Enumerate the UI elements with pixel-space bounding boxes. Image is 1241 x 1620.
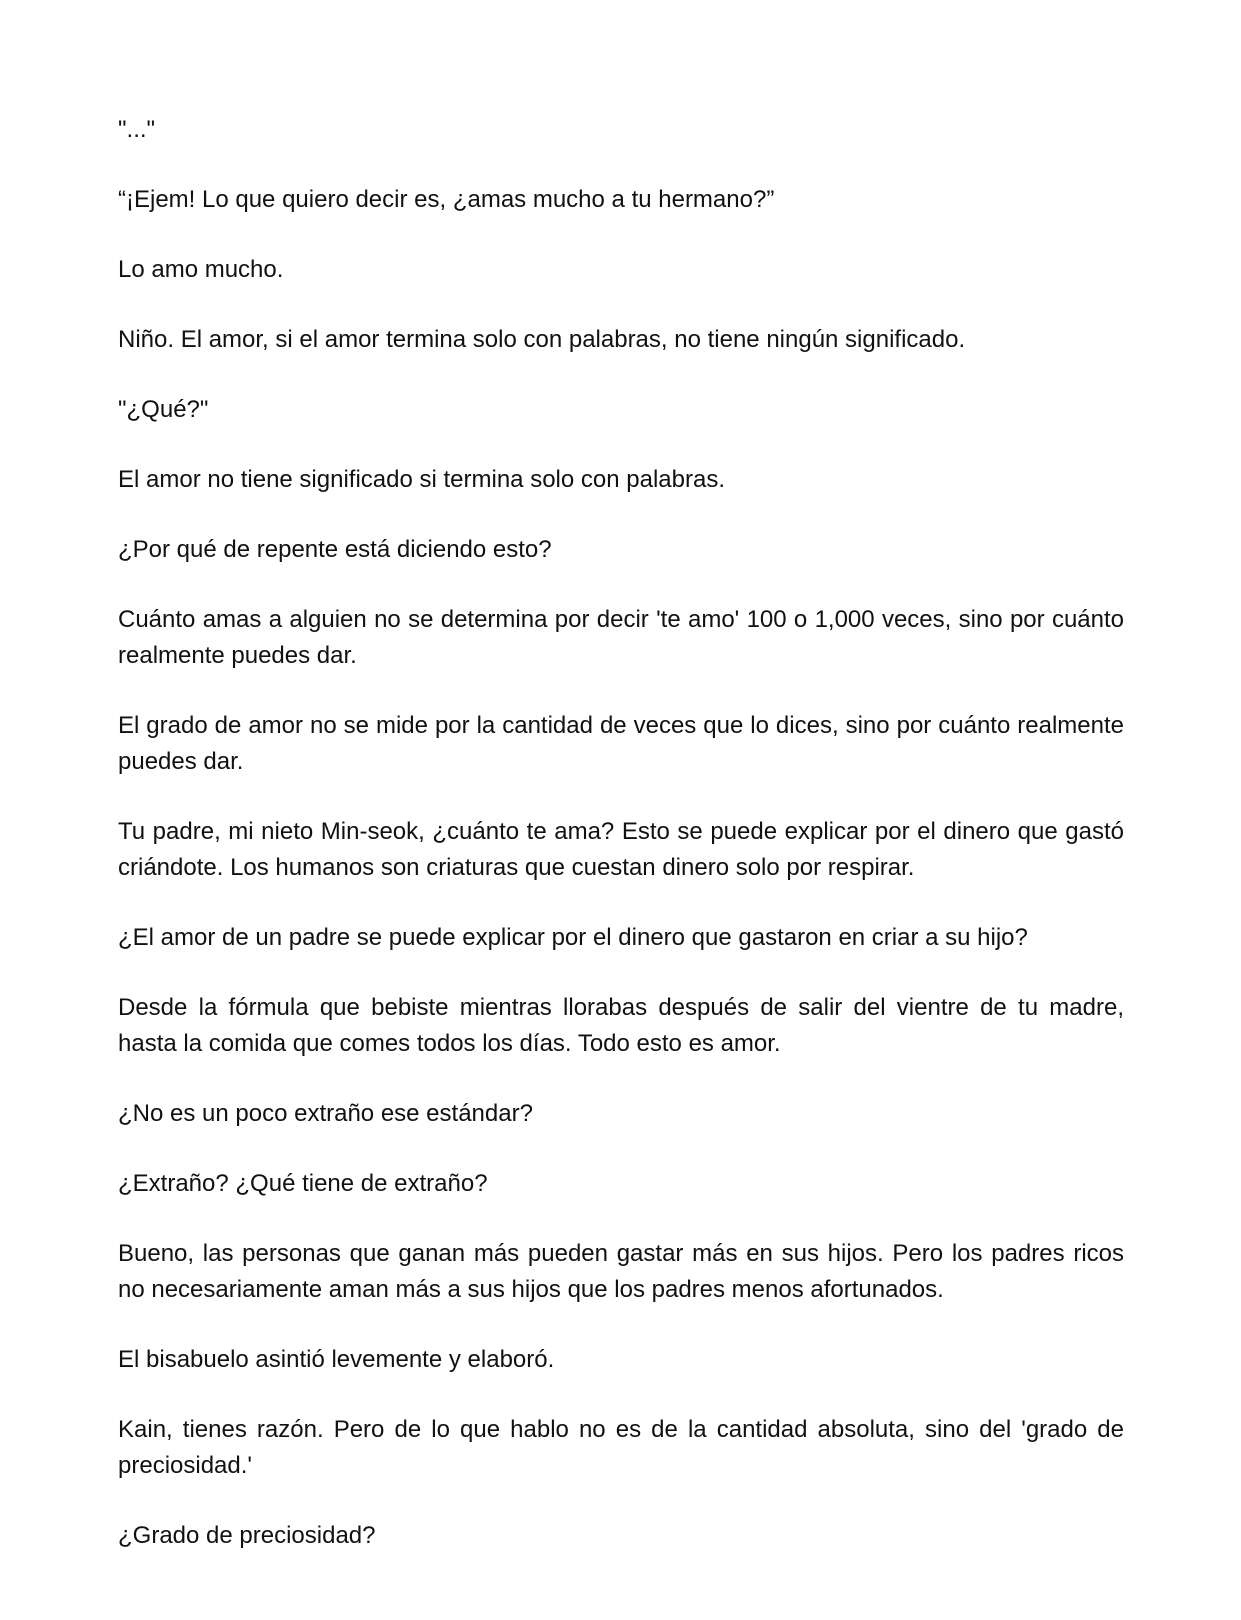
document-body [118, 112, 1124, 1554]
paragraph: Kain, tienes razón. Pero de lo que hablo no es de la cantidad absoluta, sino del 'grado de preciosidad.' [118, 1416, 1124, 1479]
paragraph: El bisabuelo asintió levemente y elaboró. [118, 1346, 555, 1373]
paragraph: Cuánto amas a alguien no se determina por decir 'te amo' 100 o 1,000 veces, sino por cuánto realmente puedes dar. [118, 606, 1124, 669]
paragraph: Tu padre, mi nieto Min-seok, ¿cuánto te ama? Esto se puede explicar por el dinero que gastó criándote. Los humanos son criaturas que cuestan dinero solo por respirar. [118, 818, 1124, 881]
paragraph: ¿Grado de preciosidad? [118, 1522, 376, 1549]
paragraph: Desde la fórmula que bebiste mientras llorabas después de salir del vientre de tu madre, hasta la comida que comes todos los días. Todo esto es amor. [118, 994, 1124, 1057]
paragraph: ¿Extraño? ¿Qué tiene de extraño? [118, 1170, 488, 1197]
paragraph: Niño. El amor, si el amor termina solo con palabras, no tiene ningún significado. [118, 326, 966, 353]
paragraph: El amor no tiene significado si termina solo con palabras. [118, 466, 725, 493]
paragraph: "..." [118, 116, 156, 143]
paragraph: El grado de amor no se mide por la cantidad de veces que lo dices, sino por cuánto realmente puedes dar. [118, 712, 1124, 775]
paragraph: "¿Qué?" [118, 396, 209, 423]
paragraph: Bueno, las personas que ganan más pueden gastar más en sus hijos. Pero los padres ricos no necesariamente aman más a sus hijos que los padres menos afortunados. [118, 1240, 1124, 1303]
paragraph: Lo amo mucho. [118, 256, 284, 283]
paragraph: ¿No es un poco extraño ese estándar? [118, 1100, 533, 1127]
paragraph: ¿El amor de un padre se puede explicar por el dinero que gastaron en criar a su hijo? [118, 924, 1028, 951]
paragraph: ¿Por qué de repente está diciendo esto? [118, 536, 552, 563]
paragraph: “¡Ejem! Lo que quiero decir es, ¿amas mucho a tu hermano?” [118, 186, 775, 213]
